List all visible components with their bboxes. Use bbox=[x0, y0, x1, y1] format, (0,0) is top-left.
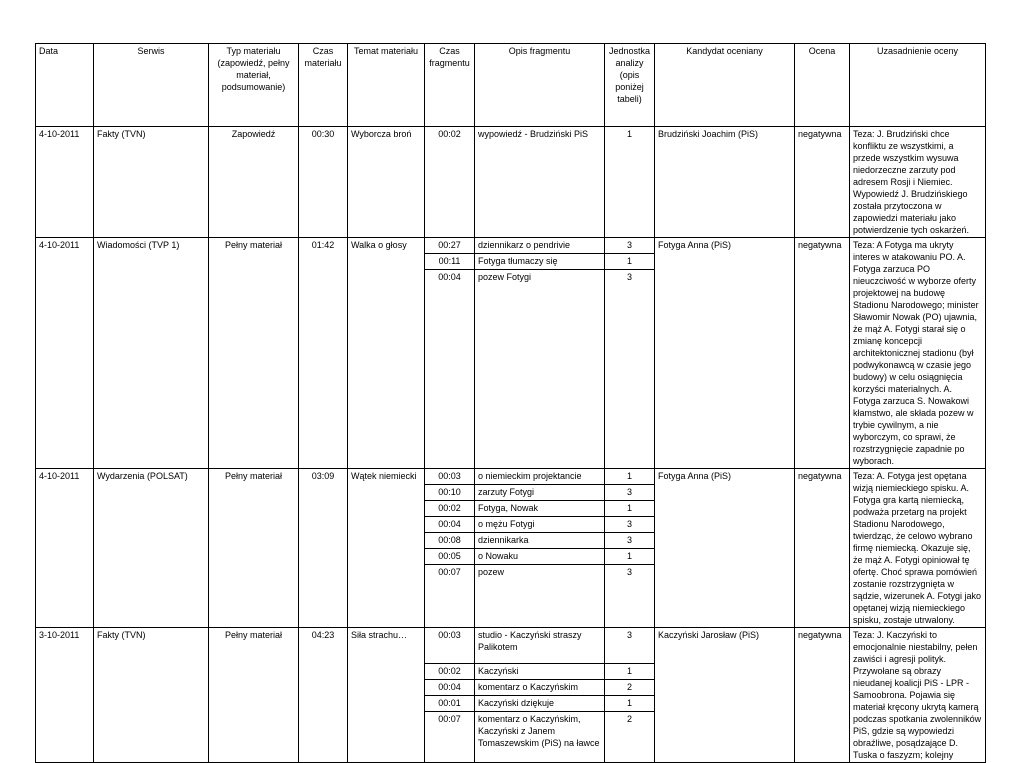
cell-time: 01:42 bbox=[299, 238, 348, 469]
cell-rating: negatywna bbox=[795, 238, 850, 469]
cell-candidate: Fotyga Anna (PiS) bbox=[655, 238, 795, 469]
cell-unit: 3 bbox=[605, 628, 655, 664]
table-body bbox=[36, 127, 986, 763]
cell-service: Wiadomości (TVP 1) bbox=[94, 238, 209, 469]
cell-fragment-desc: pozew bbox=[475, 565, 605, 628]
header-unit: Jednostka analizy (opis poniżej tabeli) bbox=[605, 44, 655, 127]
cell-unit: 2 bbox=[605, 679, 655, 695]
header-rating: Ocena bbox=[795, 44, 850, 127]
cell-rating: negatywna bbox=[795, 628, 850, 763]
cell-unit: 3 bbox=[605, 485, 655, 501]
cell-fragment-desc: Fotyga tłumaczy się bbox=[475, 254, 605, 270]
cell-type: Pełny materiał bbox=[209, 238, 299, 469]
cell-fragment-desc: o Nowaku bbox=[475, 549, 605, 565]
cell-date: 4-10-2011 bbox=[36, 469, 94, 628]
cell-fragment-desc: dziennikarz o pendrivie bbox=[475, 238, 605, 254]
cell-topic: Walka o głosy bbox=[348, 238, 425, 469]
header-fragment-time: Czas fragmentu bbox=[425, 44, 475, 127]
cell-date: 4-10-2011 bbox=[36, 127, 94, 238]
cell-topic: Wątek niemiecki bbox=[348, 469, 425, 628]
cell-service: Wydarzenia (POLSAT) bbox=[94, 469, 209, 628]
cell-fragment-desc: komentarz o Kaczyńskim bbox=[475, 679, 605, 695]
cell-justification: Teza: J. Brudziński chce konfliktu ze wszystkimi, a przede wszystkim wysuwa niedorzeczne zarzuty pod adresem Rosji i Niemiec. Wypowiedź J. Brudzińskiego została przytoczona w zapowiedzi materiału jako potwierdzenie tych oskarżeń. bbox=[850, 127, 986, 238]
table-row bbox=[36, 127, 986, 238]
cell-fragment-time: 00:08 bbox=[425, 533, 475, 549]
cell-unit: 3 bbox=[605, 238, 655, 254]
table-row bbox=[36, 469, 986, 485]
cell-fragment-time: 00:11 bbox=[425, 254, 475, 270]
cell-fragment-time: 00:07 bbox=[425, 711, 475, 762]
cell-unit: 1 bbox=[605, 254, 655, 270]
cell-rating: negatywna bbox=[795, 127, 850, 238]
table-row bbox=[36, 628, 986, 664]
cell-fragment-desc: Kaczyński dziękuje bbox=[475, 695, 605, 711]
cell-fragment-time: 00:03 bbox=[425, 469, 475, 485]
cell-unit: 1 bbox=[605, 549, 655, 565]
cell-unit: 1 bbox=[605, 469, 655, 485]
cell-fragment-time: 00:02 bbox=[425, 663, 475, 679]
cell-fragment-time: 00:27 bbox=[425, 238, 475, 254]
cell-unit: 1 bbox=[605, 501, 655, 517]
header-row bbox=[36, 44, 986, 127]
cell-fragment-time: 00:05 bbox=[425, 549, 475, 565]
cell-fragment-desc: komentarz o Kaczyńskim, Kaczyński z Janem Tomaszewskim (PiS) na ławce bbox=[475, 711, 605, 762]
header-date: Data bbox=[36, 44, 94, 127]
cell-topic: Siła strachu… bbox=[348, 628, 425, 763]
cell-justification: Teza: A Fotyga ma ukryty interes w atakowaniu PO. A. Fotyga zarzuca PO nieuczciwość w wyborze oferty projektowej na budowę Stadionu Narodowego; minister Sławomir Nowak (PO) ujawnia, że mąż A. Fotygi starał się o zmianę koncepcji architektonicznej stadionu (był podwykonawcą w czasie jego budowy) w celu osiągnięcia korzyści materialnych. A. Fotyga zarzuca S. Nowakowi kłamstwo, ale składa pozew w trybie cywilnym, a nie wyborczym, co sprawi, że rozstrzygnięcie zapadnie po wyborach. bbox=[850, 238, 986, 469]
header-candidate: Kandydat oceniany bbox=[655, 44, 795, 127]
cell-fragment-desc: dziennikarka bbox=[475, 533, 605, 549]
header-material-type: Typ materiału (zapowiedź, pełny materiał, podsumowanie) bbox=[209, 44, 299, 127]
cell-unit: 3 bbox=[605, 565, 655, 628]
cell-unit: 3 bbox=[605, 533, 655, 549]
header-topic: Temat materiału bbox=[348, 44, 425, 127]
cell-date: 3-10-2011 bbox=[36, 628, 94, 763]
cell-justification: Teza: A. Fotyga jest opętana wizją niemieckiego spisku. A. Fotyga gra kartą niemiecką, podważa przetarg na projekt Stadionu Narodowego, twierdząc, że celowo wybrano firmę niemiecką. Okazuje się, że mąż A. Fotygi opiniował tę ofertę. Choć sprawa pomówień zostanie rozstrzygnięta w sądzie, wizerunek A. Fotygi jako opętanej wizją niemieckiego spisku, zostaje utrwalony. bbox=[850, 469, 986, 628]
cell-fragment-desc: Fotyga, Nowak bbox=[475, 501, 605, 517]
table-row bbox=[36, 238, 986, 254]
cell-service: Fakty (TVN) bbox=[94, 628, 209, 763]
cell-topic: Wyborcza broń bbox=[348, 127, 425, 238]
cell-fragment-time: 00:04 bbox=[425, 270, 475, 469]
header-material-time: Czas materiału bbox=[299, 44, 348, 127]
cell-fragment-time: 00:02 bbox=[425, 501, 475, 517]
cell-candidate: Kaczyński Jarosław (PiS) bbox=[655, 628, 795, 763]
cell-date: 4-10-2011 bbox=[36, 238, 94, 469]
analysis-table bbox=[35, 43, 986, 763]
cell-candidate: Brudziński Joachim (PiS) bbox=[655, 127, 795, 238]
cell-unit: 3 bbox=[605, 517, 655, 533]
cell-justification: Teza: J. Kaczyński to emocjonalnie niestabilny, pełen zawiści i agresji polityk. Przywołane są obrazy nieudanej koalicji PiS - LPR - Samoobrona. Pojawia się materiał kręcony ukrytą kamerą podczas spotkania zwolenników PiS, gdzie są wypowiedzi obraźliwe, posądzające D. Tuska o faszyzm; kolejny bbox=[850, 628, 986, 763]
cell-fragment-time: 00:07 bbox=[425, 565, 475, 628]
cell-service: Fakty (TVN) bbox=[94, 127, 209, 238]
header-justification: Uzasadnienie oceny bbox=[850, 44, 986, 127]
cell-candidate: Fotyga Anna (PiS) bbox=[655, 469, 795, 628]
cell-fragment-desc: o mężu Fotygi bbox=[475, 517, 605, 533]
cell-unit: 1 bbox=[605, 695, 655, 711]
cell-fragment-desc: pozew Fotygi bbox=[475, 270, 605, 469]
cell-type: Zapowiedź bbox=[209, 127, 299, 238]
cell-time: 00:30 bbox=[299, 127, 348, 238]
cell-fragment-time: 00:04 bbox=[425, 517, 475, 533]
cell-rating: negatywna bbox=[795, 469, 850, 628]
cell-type: Pełny materiał bbox=[209, 469, 299, 628]
header-service: Serwis bbox=[94, 44, 209, 127]
cell-type: Pełny materiał bbox=[209, 628, 299, 763]
cell-unit: 3 bbox=[605, 270, 655, 469]
cell-unit: 1 bbox=[605, 663, 655, 679]
cell-fragment-time: 00:04 bbox=[425, 679, 475, 695]
cell-fragment-time: 00:01 bbox=[425, 695, 475, 711]
cell-fragment-desc: o niemieckim projektancie bbox=[475, 469, 605, 485]
cell-time: 04:23 bbox=[299, 628, 348, 763]
cell-unit: 1 bbox=[605, 127, 655, 238]
cell-time: 03:09 bbox=[299, 469, 348, 628]
cell-fragment-desc: studio - Kaczyński straszy Palikotem bbox=[475, 628, 605, 664]
cell-fragment-time: 00:10 bbox=[425, 485, 475, 501]
cell-fragment-time: 00:02 bbox=[425, 127, 475, 238]
cell-unit: 2 bbox=[605, 711, 655, 762]
cell-fragment-desc: zarzuty Fotygi bbox=[475, 485, 605, 501]
cell-fragment-time: 00:03 bbox=[425, 628, 475, 664]
cell-fragment-desc: wypowiedź - Brudziński PiS bbox=[475, 127, 605, 238]
header-fragment-desc: Opis fragmentu bbox=[475, 44, 605, 127]
cell-fragment-desc: Kaczyński bbox=[475, 663, 605, 679]
